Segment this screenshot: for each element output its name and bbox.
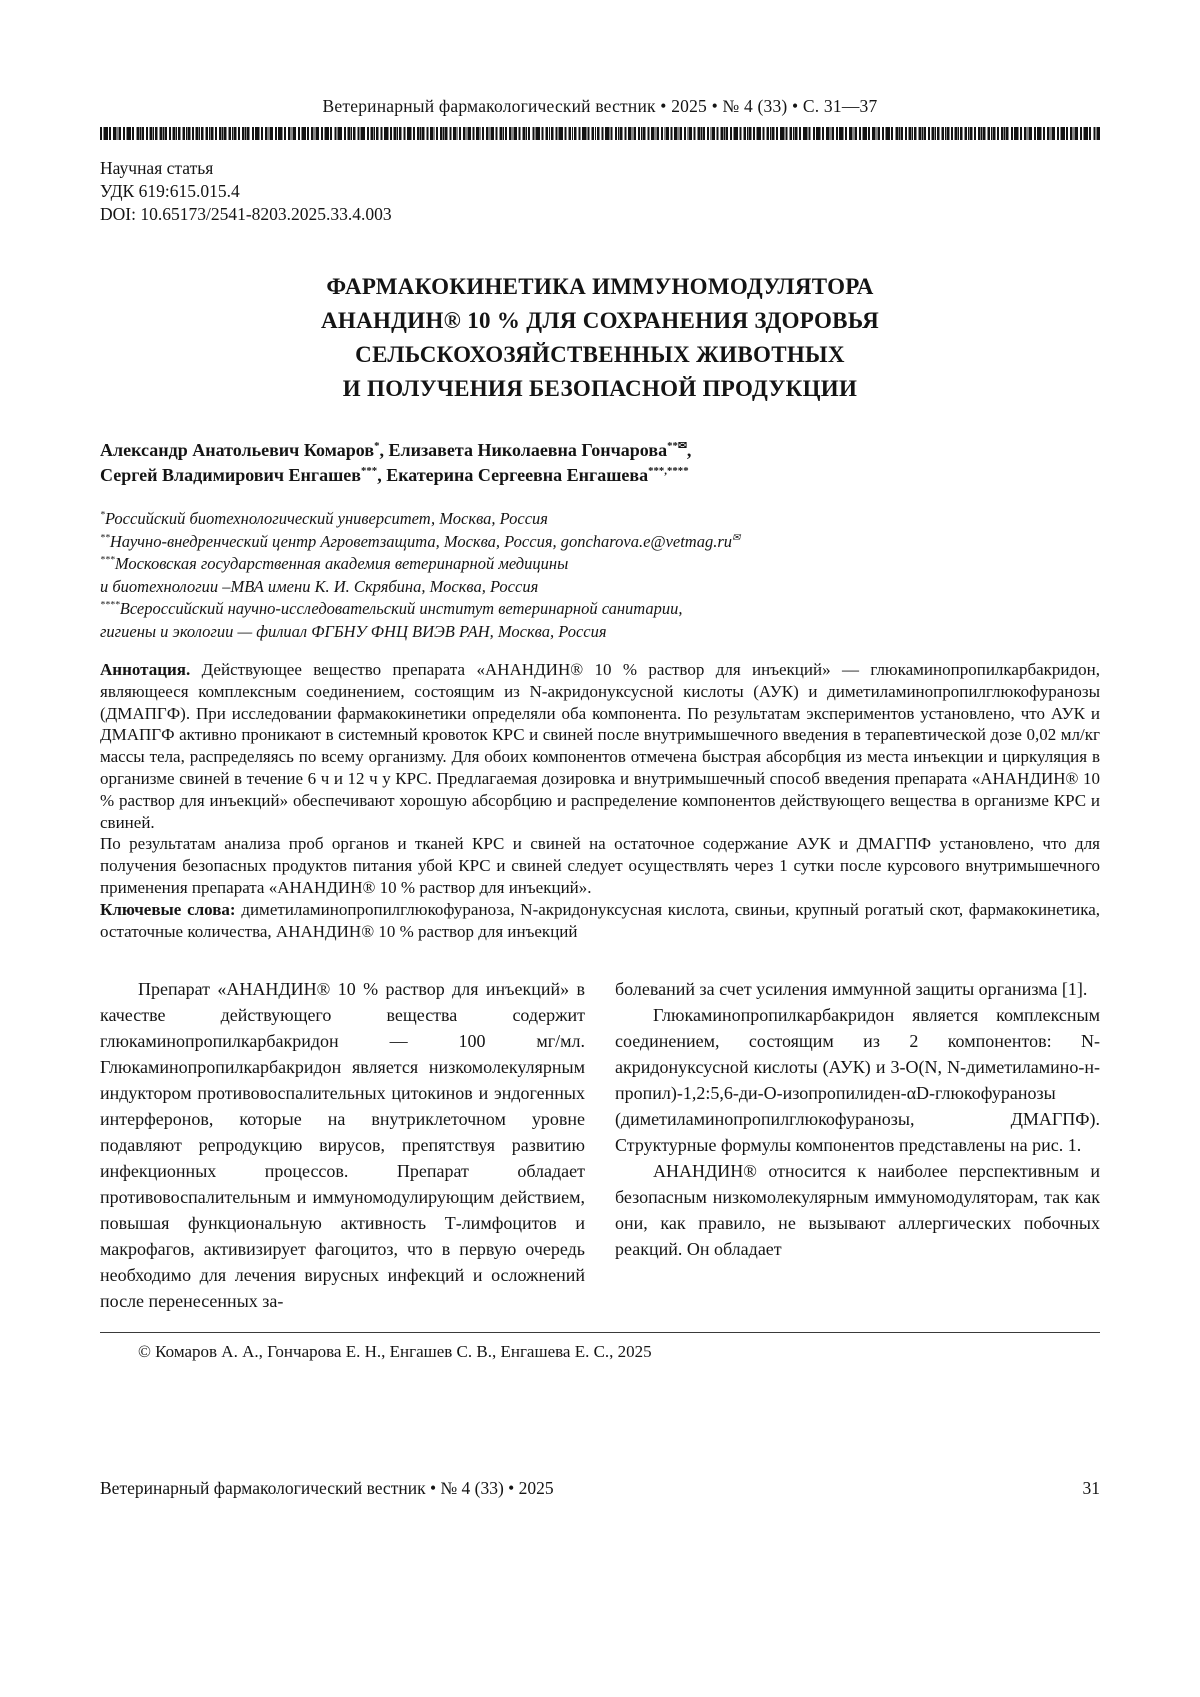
author-marks: ***,**** xyxy=(648,464,689,477)
keywords-paragraph xyxy=(100,899,1100,943)
affiliation-line xyxy=(100,531,1100,554)
affiliation-text: Московская государственная академия ветеринарной медицины xyxy=(114,554,569,573)
author-marks: *** xyxy=(361,464,378,477)
journal-footer-text: Ветеринарный фармакологический вестник • № 4 (33) • 2025 xyxy=(100,1478,554,1498)
body-paragraph: Глюкаминопропилкарбакридон является комплексным соединением, состоящим из 2 компонентов: N-акридонуксусной кислоты (АУК) и 3-О(N, N-диметиламино-н-пропил)-1,2:5,6-ди-О-изопропилиден-αD-глюкофуранозы (диметиламинопропилглюкофуранозы, ДМАГПФ). Структурные формулы компонентов представлены на рис. 1. xyxy=(615,1005,1100,1156)
keywords-text: диметиламинопропилглюкофураноза, N-акридонуксусная кислота, свиньи, крупный рогатый скот, фармакокинетика, остаточные количества, АНАНДИН® 10 % раствор для инъекций xyxy=(100,899,1101,941)
body-paragraph: АНАНДИН® относится к наиболее перспективным и безопасным низкомолекулярным иммуномодуляторам, так как они, как правило, не вызывают аллергических побочных реакций. Он обладает xyxy=(615,1161,1100,1260)
abstract-paragraph: По результатам анализа проб органов и тканей КРС и свиней на остаточное содержание АУК и ДМАГПФ установлено, что для получения безопасных продуктов питания убой КРС и свиней следует осуществлять через 1 сутки после курсового внутримышечного применения препарата «АНАНДИН® 10 % раствор для инъекций». xyxy=(100,834,1100,897)
affiliation-text: Российский биотехнологический университет, Москва, Россия xyxy=(104,509,548,528)
title-line: ФАРМАКОКИНЕТИКА ИММУНОМОДУЛЯТОРА xyxy=(326,274,874,299)
author-name: Александр Анатольевич Комаров xyxy=(100,440,375,460)
copyright-line: © Комаров А. А., Гончарова Е. Н., Енгашев С. В., Енгашева Е. С., 2025 xyxy=(138,1342,652,1362)
doi-label: DOI: 10.65173/2541-8203.2025.33.4.003 xyxy=(100,204,392,224)
affiliation-line xyxy=(100,576,1100,599)
title-line: И ПОЛУЧЕНИЯ БЕЗОПАСНОЙ ПРОДУКЦИИ xyxy=(342,376,858,401)
affiliation-marker: *** xyxy=(100,554,115,566)
affiliation-text: Всероссийский научно-исследовательский институт ветеринарной санитарии, xyxy=(119,599,683,618)
abstract-label: Аннотация. xyxy=(100,660,191,679)
body-paragraph: болеваний за счет усиления иммунной защиты организма [1]. xyxy=(615,979,1088,1000)
affiliation-text: гигиены и экологии — филиал ФГБНУ ФНЦ ВИЭВ РАН, Москва, Россия xyxy=(100,621,607,641)
authors-block xyxy=(100,438,1100,487)
running-header: Ветеринарный фармакологический вестник • 2025 • № 4 (33) • С. 31—37 xyxy=(322,96,878,116)
author-separator: , xyxy=(377,464,387,485)
affiliation-line xyxy=(100,598,1100,621)
affiliation-text: и биотехнологии –МВА имени К. И. Скрябина, Москва, Россия xyxy=(100,576,539,596)
article-type-label: Научная статья xyxy=(100,158,214,178)
affiliation-line xyxy=(100,508,1100,531)
authors-line xyxy=(100,438,1100,463)
author-email-link[interactable]: goncharova.e@vetmag.ru xyxy=(560,531,733,551)
affiliation-line xyxy=(100,621,1100,644)
affiliation-marker: * xyxy=(100,509,105,521)
article-body xyxy=(100,976,1100,1314)
author-name: Елизавета Николаевна Гончарова xyxy=(388,440,668,460)
author-name: Екатерина Сергеевна Енгашева xyxy=(386,464,649,485)
affiliation-text: Научно-внедренческий центр Агроветзащита, Москва, Россия, xyxy=(109,531,561,551)
affiliation-marker: **** xyxy=(100,599,120,611)
udc-label: УДК 619:615.015.4 xyxy=(100,181,240,201)
author-marks: **✉ xyxy=(667,440,687,452)
author-name: Сергей Владимирович Енгашев xyxy=(100,464,361,485)
envelope-icon: ✉ xyxy=(677,440,687,452)
title-line: СЕЛЬСКОХОЗЯЙСТВЕННЫХ ЖИВОТНЫХ xyxy=(355,342,845,367)
authors-line xyxy=(100,463,1100,488)
right-column xyxy=(615,976,1100,1314)
barcode-divider xyxy=(100,127,1100,140)
page-footer xyxy=(100,1478,1100,1499)
affiliations-block xyxy=(100,508,1100,643)
article-title xyxy=(100,270,1100,406)
abstract-block xyxy=(100,659,1100,942)
envelope-icon: ✉ xyxy=(732,532,741,543)
body-paragraph: Препарат «АНАНДИН® 10 % раствор для инъекций» в качестве действующего вещества содержит глюкаминопропилкарбакридон — 100 мг/мл. Глюкаминопропилкарбакридон является низкомолекулярным индуктором противовоспалительных цитокинов и эндогенных интерферонов, которые на внутриклеточном уровне подавляют репродукцию вирусов, препятствуя развитию инфекционных процессов. Препарат обладает противовоспалительным и иммуномодулирующим действием, повышая функциональную активность Т-лимфоцитов и макрофагов, активизирует фагоцитоз, что в первую очередь необходимо для лечения вирусных инфекций и осложнений после перенесенных за- xyxy=(100,979,585,1312)
author-marks: * xyxy=(374,440,380,452)
affiliation-line xyxy=(100,553,1100,576)
title-line: АНАНДИН® 10 % ДЛЯ СОХРАНЕНИЯ ЗДОРОВЬЯ xyxy=(320,308,880,333)
keywords-label: Ключевые слова: xyxy=(100,899,236,919)
abstract-paragraph: Аннотация. Действующее вещество препарата «АНАНДИН® 10 % раствор для инъекций» — глюкаминопропилкарбакридон, являющееся комплексным соединением, состоящим из N-акридонуксусной кислоты (АУК) и диметиламинопропилглюкофуранозы (ДМАПГФ). При исследовании фармакокинетики определяли оба компонента. По результатам экспериментов установлено, что АУК и ДМАПГФ активно проникают в системный кровоток КРС и свиней после внутримышечного введения в терапевтической дозе 0,02 мл/кг массы тела, распределяясь по всему организму. Для обоих компонентов отмечена быстрая абсорбция из места инъекции и циркуляция в организме свиней в течение 6 ч и 12 ч у КРС. Предлагаемая дозировка и внутримышечный способ введения препарата «АНАНДИН® 10 % раствор для инъекций» обеспечивают хорошую абсорбцию и распределение компонентов действующего вещества в организме КРС и свиней. xyxy=(100,660,1100,832)
article-meta xyxy=(100,157,1100,226)
left-column xyxy=(100,976,585,1314)
affiliation-marker: ** xyxy=(100,532,110,543)
copyright-rule xyxy=(100,1332,1100,1362)
page-number: 31 xyxy=(1082,1478,1100,1498)
author-separator: , xyxy=(379,440,389,460)
author-separator: , xyxy=(686,440,692,460)
